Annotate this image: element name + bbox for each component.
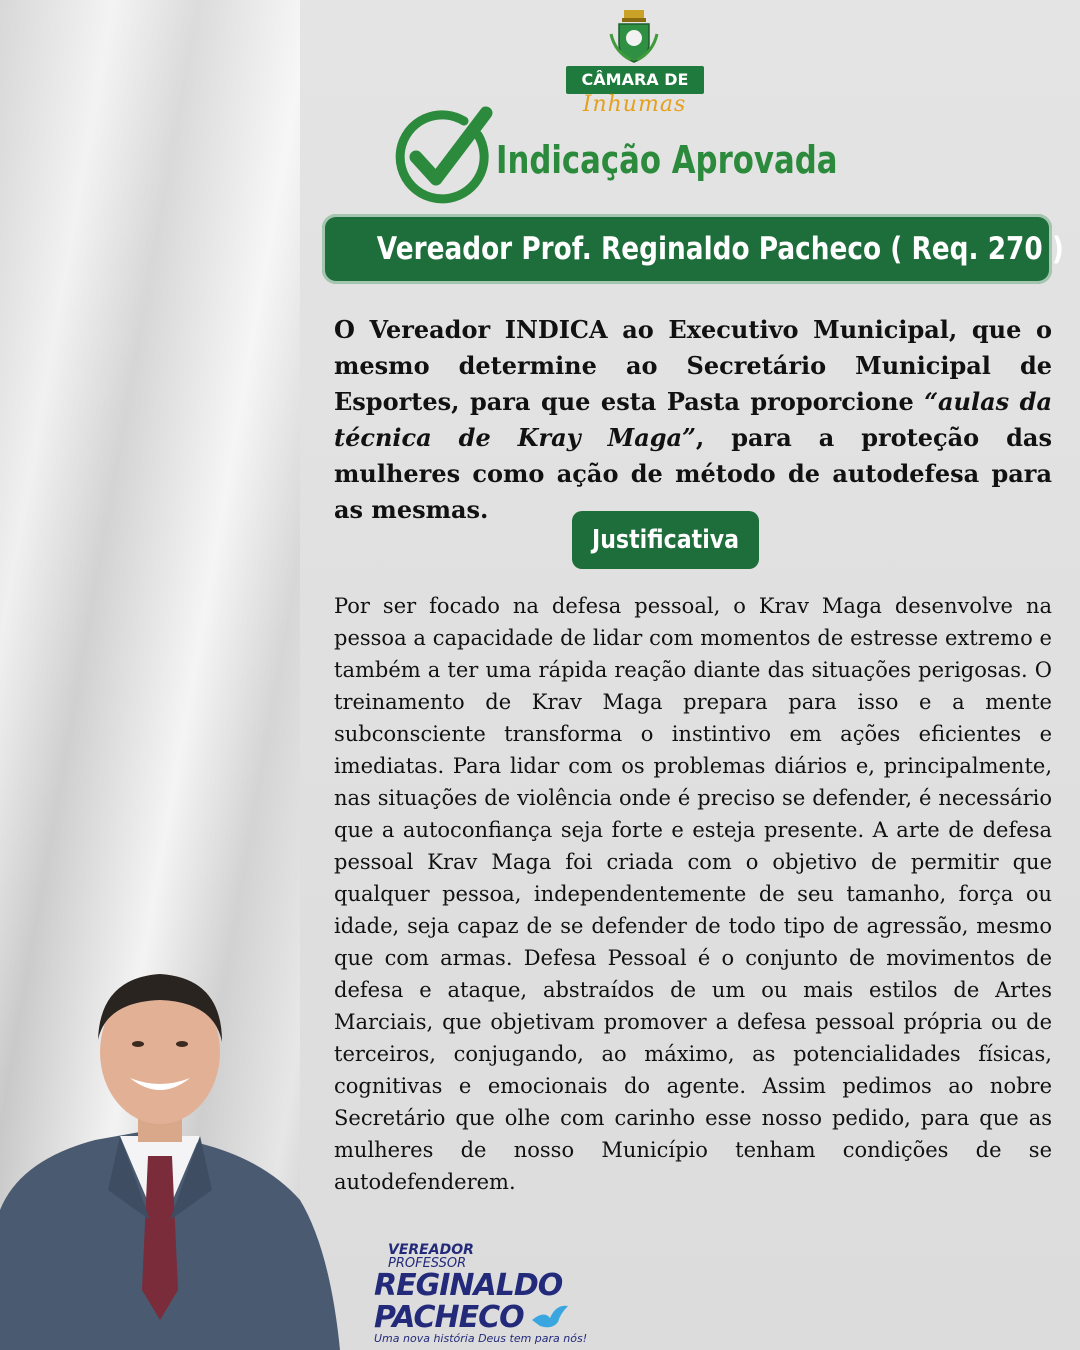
logo-title: CÂMARA DE [566, 66, 704, 94]
camara-logo [562, 8, 707, 120]
brand-professor: PROFESSOR [388, 1256, 467, 1271]
indicacao-text-a: O Vereador INDICA ao Executivo Municipal, que o mesmo determine ao Secretário Municipal de Esportes, para que esta Pasta proporcione [334, 315, 1052, 416]
logo-subtitle: Inhumas [582, 92, 687, 117]
brand-name-last: PACHECO [374, 1300, 524, 1335]
vereador-photo [0, 960, 370, 1350]
justificativa-label: Justificativa [572, 511, 759, 569]
brand-slogan: Uma nova história Deus tem para nós! [374, 1332, 588, 1345]
indicacao-text-b: , para a proteção das mulheres como ação de método de autodefesa para as mesmas. [334, 423, 1052, 524]
brand-vereador: VEREADOR [388, 1242, 474, 1258]
check-circle-icon [390, 105, 495, 210]
indicacao-quote: “aulas da técnica de Kray Maga” [334, 387, 1052, 452]
crest-icon [609, 8, 659, 64]
vereador-banner-text: Vereador Prof. Reginaldo Pacheco ( Req. 270 ) [376, 231, 1064, 267]
justificativa-paragraph: Por ser focado na defesa pessoal, o Krav Maga desenvolve na pessoa a capacidade de lidar com momentos de estresse extremo e também a ter uma rápida reação diante das situações perigosas. O treinamento de Krav Maga prepara para isso e a mente subconsciente transforma o instintivo em ações eficientes e imediatas. Para lidar com os problemas diários e, principalmente, nas situações de violência onde é preciso se defender, é necessário que a autoconfiança seja forte e esteja presente. A arte de defesa pessoal Krav Maga foi criada com o objetivo de permitir que qualquer pessoa, independentemente de seu tamanho, força ou idade, seja capaz de se defender de todo tipo de agressão, mesmo que com armas. Defesa Pessoal é o conjunto de movimentos de defesa e ataque, abstraídos de um ou mais estilos de Artes Marciais, que objetivam promover a defesa pessoal própria ou de terceiros, conjugando, ao máximo, as potencialidades físicas, cognitivas e emocionais do agente. Assim pedimos ao nobre Secretário que olhe com carinho esse nosso pedido, para que as mulheres de nosso Município tenham condições de se autodefenderem. [334, 594, 1052, 1194]
dove-icon [530, 1302, 570, 1332]
brand-name-first: REGINALDO [374, 1268, 563, 1303]
page-title: Indicação Aprovada [496, 138, 838, 182]
indicacao-paragraph [334, 312, 1052, 528]
vereador-banner [322, 214, 1064, 284]
vereador-brand-logo [370, 1238, 588, 1348]
